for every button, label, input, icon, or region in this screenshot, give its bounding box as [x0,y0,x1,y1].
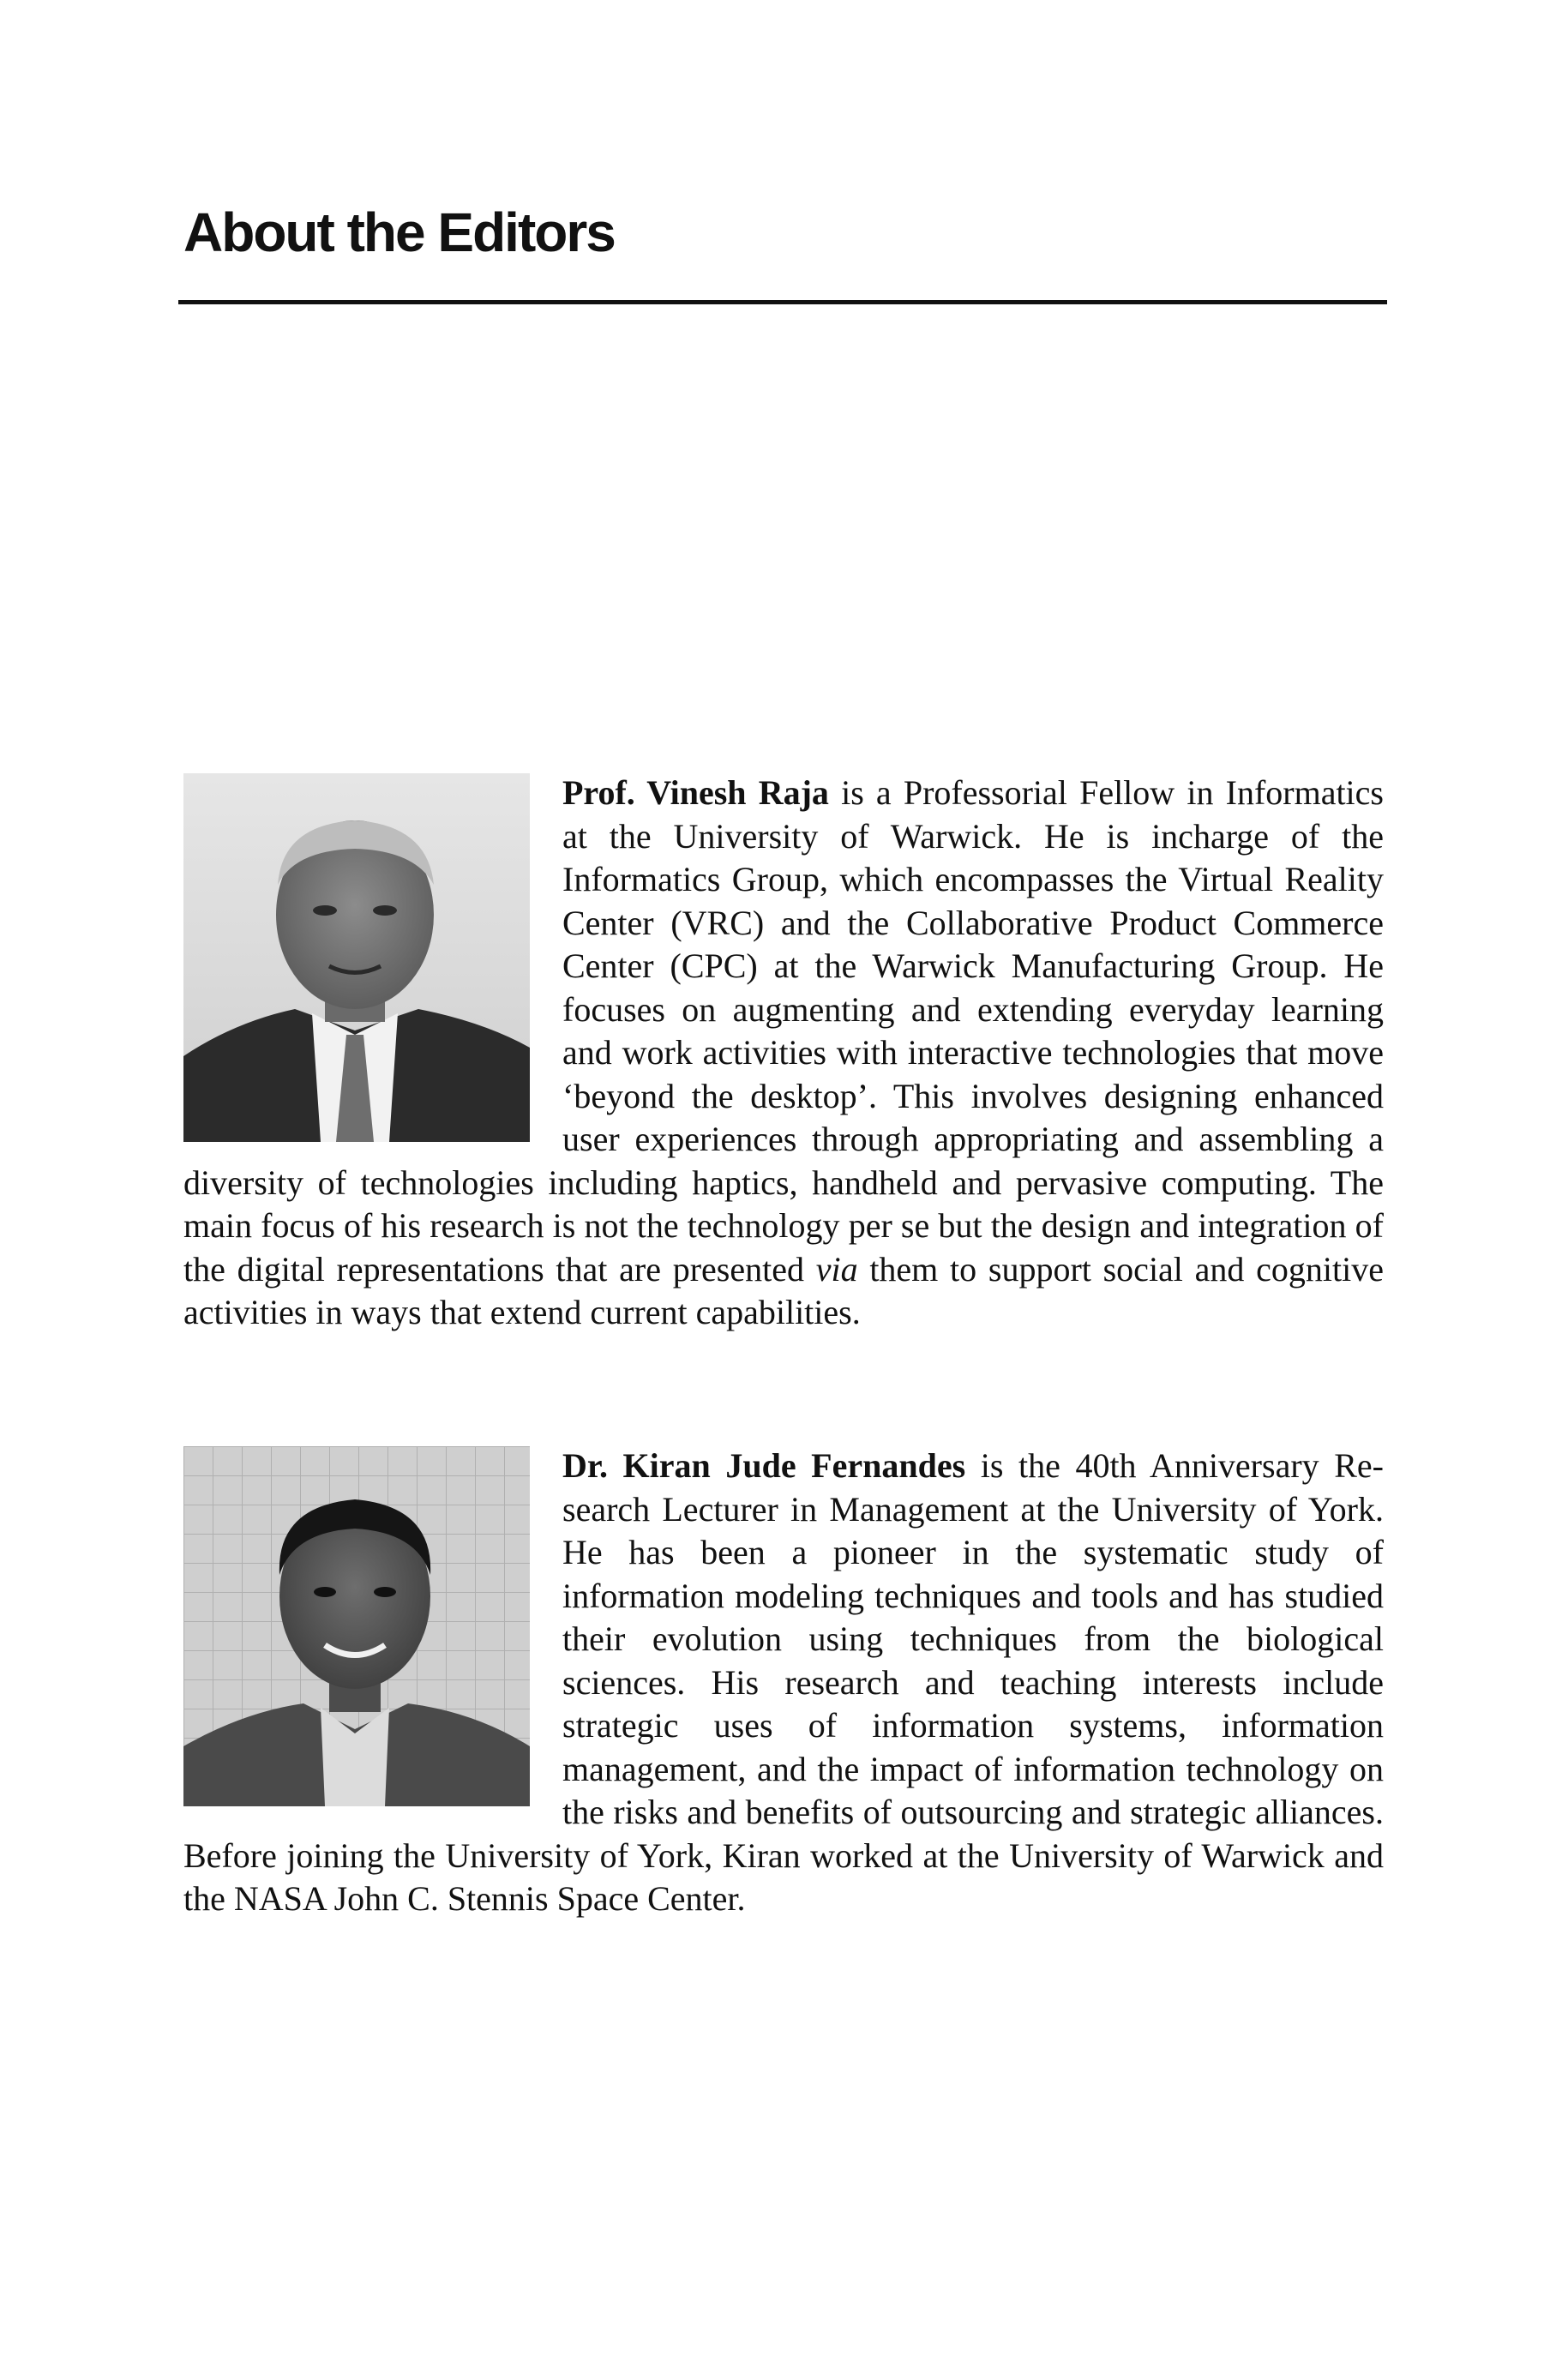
portrait-photo-icon [183,1446,530,1806]
portrait-photo-icon [183,773,530,1142]
editor-bio-text: is a Professorial Fellow in Informatics at the University of Warwick. He is incharge of the Informatics Group, which encompasses the Virtual Reality Center (VRC) and the Collaborative Product Commerce Center (CPC) at the Warwick Manufacturing Group. He focuses on augmenting and extending everyday learning and work activities with interactive technologies that move ‘beyond the desktop’. This involves designing enhanced user experiences through appropriating and assembling a diversity of technologies including haptics, handheld and pervasive computing. The main focus of his research is not the technology per se but the design and integration of the digital representations that are presented via them to support social and cognitive activities in ways that extend current capabilities. [183,773,1384,1331]
page-title: About the Editors [183,201,615,263]
editor-name: Prof. Vinesh Raja [562,773,829,812]
editor-photo-raja [183,773,530,1142]
editor-bio-text: is the 40th Anniversary Research Lecturer in Management at the University of York. He has been a pioneer in the systematic study of information modeling techniques and tools and has studied their evolution using techniques from the biological sciences. His research and teaching interests include strategic uses of information systems, information management, and the impact of information technology on the risks and benefits of outsourcing and strategic alliances. Before joining the University of York, Kiran worked at the University of Warwick and the NASA John C. Stennis Space Center. [183,1446,1384,1918]
title-divider [178,300,1387,304]
editor-name: Dr. Kiran Jude Fernandes [562,1446,966,1485]
editor-bio-fernandes [183,1445,1384,1921]
editor-photo-fernandes [183,1446,530,1806]
editor-bio-raja [183,772,1384,1335]
